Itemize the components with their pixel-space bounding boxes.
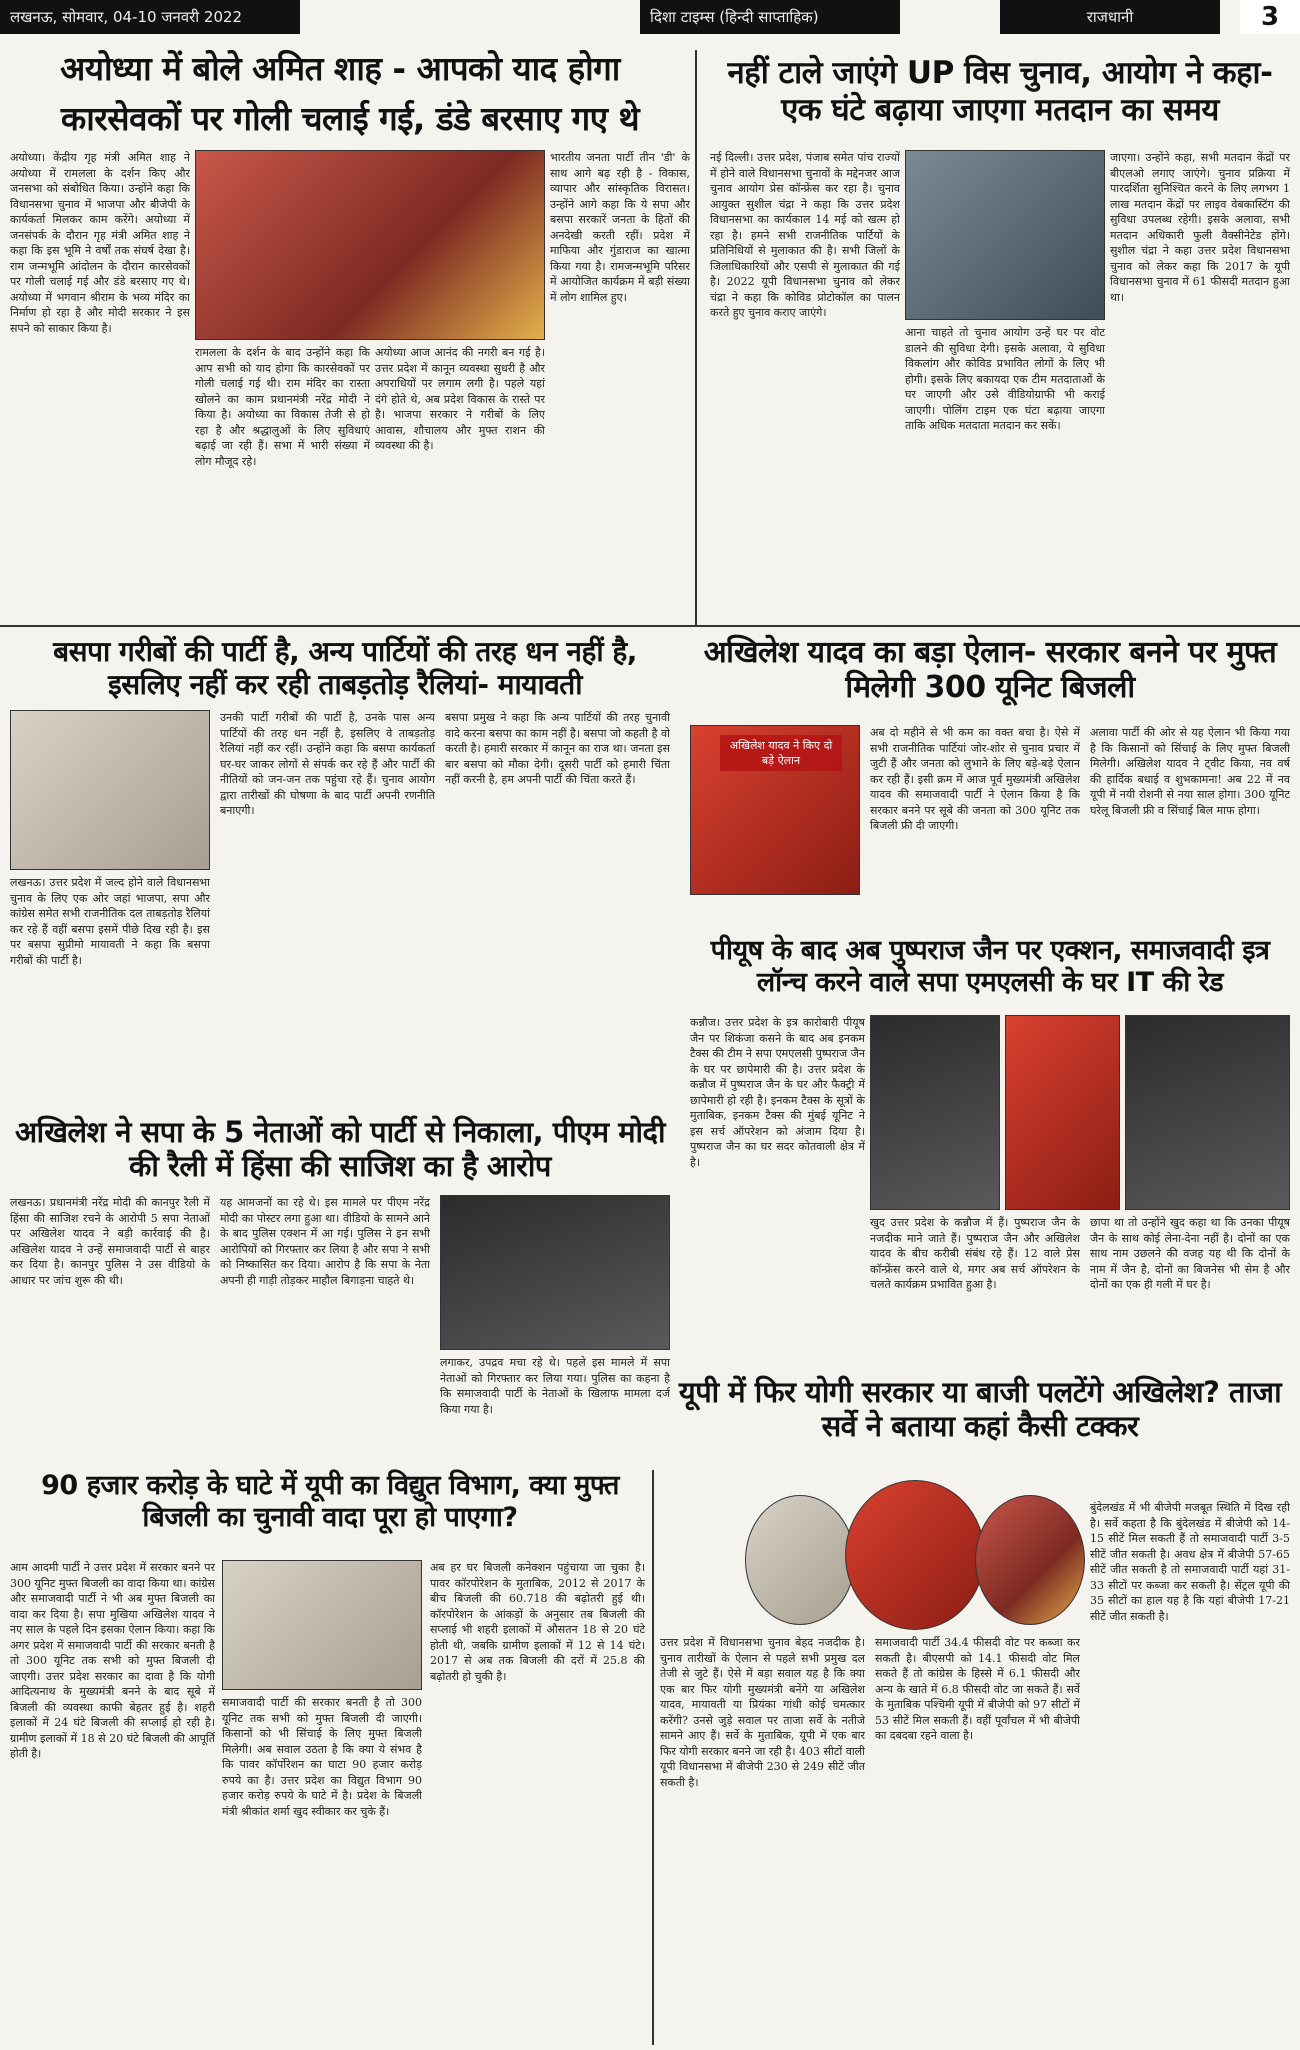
column-divider <box>652 1470 654 2045</box>
article-survey-col3: बुंदेलखंड में भी बीजेपी मजबूत स्थिति में दिख रही है। सर्वे कहता है कि बुंदेलखंड में बीजेपी को 14-15 सीटें मिल सकती हैं तो समाजवादी पार्टी 3-5 सीटें जीत सकती है। अवध क्षेत्र में बीजेपी 57-65 सीटें जीत सकती है तो समाजवादी पार्टी यहां 31-33 सीटों पर कब्जा कर सकती है। सेंट्रल यूपी की 35 सीटों का हाल यह है कि यहां बीजेपी 17-21 सीटें जीत सकती है। <box>1090 1501 1290 1623</box>
article-expelled-col1: लखनऊ। प्रधानमंत्री नरेंद्र मोदी की कानपुर रैली में हिंसा की साजिश रचने के आरोपी 5 सपा नेताओं पर अखिलेश यादव ने बड़ी कार्रवाई की है। अखिलेश यादव ने उन्हें समाजवादी पार्टी से बाहर कर दिया है। कानपुर पुलिस ने उस वीडियो के आधार पर जांच शुरू की थी। <box>10 1196 210 1287</box>
headline-expelled: अखिलेश ने सपा के 5 नेताओं को पार्टी से निकाला, पीएम मोदी की रैली में हिंसा की साजिश का है आरोप <box>15 1115 665 1184</box>
article-shah-col1: अयोध्या। केंद्रीय गृह मंत्री अमित शाह ने अयोध्या में रामलला के दर्शन किए और जनसभा को संबोधित किया। उन्होंने कहा कि विधानसभा चुनाव में भाजपा और बीजेपी के कार्यकर्ता मिलकर काम करेंगे। अयोध्या में जनसंपर्क के दौरान गृह मंत्री अमित शाह ने कहा कि इस भूमि ने वर्षों तक संघर्ष देखा है। राम जन्मभूमि आंदोलन के दौरान कारसेवकों पर गोली चलाई गई और डंडे बरसाए गए थे। अयोध्या में भगवान श्रीराम के भव्य मंदिर का निर्माण हो रहा है और मोदी सरकार ने इस सपने को साकार किया है। <box>10 151 190 335</box>
article-survey-col1: उत्तर प्रदेश में विधानसभा चुनाव बेहद नजदीक है। चुनाव तारीखों के ऐलान से पहले सभी प्रमुख दल तेजी से जुटे हैं। ऐसे में बड़ा सवाल यह है कि क्या एक बार फिर योगी मुख्यमंत्री बनेंगे या अखिलेश यादव, मायावती या प्रियंका गांधी कोई चमत्कार करेंगी? उनसे जुड़े सवाल पर ताजा सर्वे के नतीजे सामने आए हैं। सर्वे के मुताबिक, यूपी में एक बार फिर योगी सरकार बनने जा रही है। 403 सीटों वाली यूपी विधानसभा में बीजेपी 230 से 249 सीटें जीत सकती है। <box>660 1636 865 1789</box>
article-mayawati-col3: बसपा प्रमुख ने कहा कि अन्य पार्टियों की तरह चुनावी वादे करना बसपा का काम नहीं है। बसपा जो कहती है वो करती है। हमारी सरकार में कानून का राज था। जनता इस बार बसपा को मौका देगी। दूसरी पार्टी को हमारी चिंता नहीं करनी है, हम अपनी पार्टी की चिंता करते हैं। <box>445 711 670 786</box>
masthead-paper-name <box>640 0 900 34</box>
article-expelled-col2: यह आमजनों का रहे थे। इस मामले पर पीएम नरेंद्र मोदी का पोस्टर लगा हुआ था। वीडियो के सामने आने के बाद पुलिस एक्शन में आ गई। पुलिस ने इन सभी आरोपियों को गिरफ्तार कर लिया है और सपा ने सभी को निष्कासित कर दिया। आरोप है कि सपा के नेता अपनी ही गाड़ी तोड़कर माहौल बिगाड़ना चाहते थे। <box>220 1196 430 1287</box>
photo-mayawati <box>10 710 210 870</box>
article-election-col3: जाएगा। उन्होंने कहा, सभी मतदान केंद्रों पर बीएलओ लगाए जाएंगे। चुनाव प्रक्रिया में पारदर्शिता सुनिश्चित करने के लिए लगभग 1 लाख मतदान केंद्रों पर लाइव वेबकास्टिंग की सुविधा उपलब्ध रहेगी। इसके अलावा, सभी मतदान अधिकारी फुली वैक्सीनेटेड होंगे। सुशील चंद्रा ने कहा उत्तर प्रदेश विधानसभा चुनाव को लेकर कहा कि 2017 के यूपी विधानसभा चुनाव में 61 फीसदी मतदान हुआ था। <box>1110 151 1290 304</box>
article-akhilesh-power-col2: अलावा पार्टी की ओर से यह ऐलान भी किया गया है कि किसानों को सिंचाई के लिए मुफ्त बिजली मिलेगी। अखिलेश यादव ने ट्वीट किया, नव वर्ष की हार्दिक बधाई व शुभकामना! अब 22 में नव यूपी में नयी रोशनी से नया साल होगा। 300 यूनिट घरेलू बिजली फ्री व सिंचाई बिल माफ होगा। <box>1090 726 1290 817</box>
photo-yogi-circle <box>975 1495 1085 1625</box>
headline-electricity: 90 हजार करोड़ के घाटे में यूपी का विद्युत विभाग, क्या मुफ्त बिजली का चुनावी वादा पूरा हो पाएगा? <box>41 1470 619 1533</box>
article-raid-col1: कन्नौज। उत्तर प्रदेश के इत्र कारोबारी पीयूष जैन पर शिकंजा कसने के बाद अब इनकम टैक्स की टीम ने सपा एमएलसी पुष्पराज जैन के घर पर छापेमारी की है। उत्तर प्रदेश के कन्नौज में पुष्पराज जैन के घर और फैक्ट्री में छापेमारी हो रही है। इनकम टैक्स के सूत्रों के मुताबिक, इनकम टैक्स की मुंबई यूनिट ने इस सर्च ऑपरेशन को अंजाम दिया है। पुष्पराज जैन का घर सदर कोतवाली क्षेत्र में है। <box>690 1016 865 1169</box>
article-mayawati-col1: लखनऊ। उत्तर प्रदेश में जल्द होने वाले विधानसभा चुनाव के लिए एक ओर जहां भाजपा, सपा और कांग्रेस समेत सभी राजनीतिक दल ताबड़तोड़ रैलियां कर रहे हैं वहीं बसपा इसमें पीछे दिख रही है। इस पर बसपा सुप्रीमो मायावती ने कहा कि बसपा गरीबों की पार्टी है। <box>10 876 210 967</box>
article-electricity-col1: आम आदमी पार्टी ने उत्तर प्रदेश में सरकार बनने पर 300 यूनिट मुफ्त बिजली का वादा किया था। कांग्रेस और समाजवादी पार्टी ने भी अब मुफ्त बिजली का वादा कर दिया है। सपा मुखिया अखिलेश यादव ने नए साल के पहले दिन इसका ऐलान किया। कहा कि अगर प्रदेश में समाजवादी पार्टी की सरकार बनती है तो 300 यूनिट तक सभी को मुफ्त बिजली दी जाएगी। उत्तर प्रदेश सरकार का दावा है कि योगी आदित्यनाथ के मुख्यमंत्री बनने के बाद सूबे में बिजली की व्यवस्था काफी बेहतर हुई है। शहरी इलाकों में 24 घंटे बिजली की सप्लाई हो रही है। ग्रामीण इलाकों में 18 से 20 घंटे बिजली की आपूर्ति होती है। <box>10 1561 215 1760</box>
photo-mayawati-circle <box>745 1495 855 1625</box>
photo-akhilesh-circle <box>845 1480 985 1630</box>
article-shah-col4: भारतीय जनता पार्टी तीन 'डी' के साथ आगे बढ़ रही है - विकास, व्यापार और सांस्कृतिक विरासत। उन्होंने आगे कहा कि ये सपा और बसपा सरकारें जनता के हितों की अनदेखी करती रहीं। प्रदेश में माफिया और गुंडाराज का खात्मा किया गया है। रामजन्मभूमि परिसर में आयोजित कार्यक्रम में बड़ी संख्या में लोग शामिल हुए। <box>550 151 690 304</box>
photo-raid-person2 <box>1125 1015 1290 1210</box>
section-name-text: राजधानी <box>1086 8 1134 26</box>
article-electricity-col2: समाजवादी पार्टी की सरकार बनती है तो 300 यूनिट तक सभी को मुफ्त बिजली दी जाएगी। किसानों को भी सिंचाई के लिए मुफ्त बिजली मिलेगी। अब सवाल उठता है कि क्या ये संभव है कि पावर कॉर्पोरेशन का घाटा 90 हजार करोड़ रुपये का है। उत्तर प्रदेश का विद्युत विभाग 90 हजार करोड़ रुपये के घाटे में है। प्रदेश के बिजली मंत्री श्रीकांत शर्मा खुद स्वीकार कर चुके हैं। <box>222 1696 422 1818</box>
photo-raid-perfume <box>1005 1015 1120 1210</box>
paper-name-text: दिशा टाइम्स (हिन्दी साप्ताहिक) <box>650 8 819 26</box>
headline-mayawati: बसपा गरीबों की पार्टी है, अन्य पार्टियों की तरह धन नहीं है, इसलिए नहीं कर रही ताबड़तोड़ रैलियां- मायावती <box>53 635 637 702</box>
article-raid-col2: खुद उत्तर प्रदेश के कन्नौज में हैं। पुष्पराज जैन के नजदीक माने जाते हैं। पुष्पराज जैन और अखिलेश यादव के बीच करीबी संबंध रहे हैं। 12 वाले प्रेस कॉन्फ्रेंस करने वाले थे, मगर अब सर्च ऑपरेशन के चलते कार्यक्रम प्रभावित हुआ है। <box>870 1216 1080 1291</box>
photo-raid-person1 <box>870 1015 1000 1210</box>
headline-shah-line2: कारसेवकों पर गोली चलाई गई, डंडे बरसाए गए थे <box>60 99 640 138</box>
masthead-dateline <box>0 0 300 34</box>
dateline-text: लखनऊ, सोमवार, 04-10 जनवरी 2022 <box>10 8 243 26</box>
page-number: 3 <box>1240 0 1300 34</box>
article-shah-col2: रामलला के दर्शन के बाद उन्होंने कहा कि आप सभी को याद होगा कि कारसेवकों पर गोली चलाई गई थी। राम मंदिर का रास्ता खोलने का काम प्रधानमंत्री नरेंद्र मोदी ने किया है। अयोध्या का विकास तेजी से हो रहा है और श्रद्धालुओं के लिए सुविधाएं बढ़ाई जा रही हैं। सभा में भारी संख्या में लोग मौजूद रहे। <box>195 346 370 468</box>
masthead-section <box>1000 0 1220 34</box>
section-divider <box>0 625 1300 627</box>
article-shah-col3: अयोध्या आज आनंद की नगरी बन गई है। उत्तर प्रदेश में कानून व्यवस्था सुधरी है और अपराधियों पर लगाम लगी है। पहले यहां दंगे होते थे, अब प्रदेश विकास के रास्ते पर है। भाजपा सरकार ने गरीबों के लिए आवास, शौचालय और मुफ्त राशन की व्यवस्था की है। <box>375 346 545 452</box>
article-expelled-col3: लगाकर, उपद्रव मचा रहे थे। पहले इस मामले में सपा नेताओं को गिरफ्तार कर लिया गया। पुलिस का कहना है कि समाजवादी पार्टी के नेताओं के खिलाफ मामला दर्ज किया गया है। <box>440 1356 670 1416</box>
article-election-col1: नई दिल्ली। उत्तर प्रदेश, पंजाब समेत पांच राज्यों में होने वाले विधानसभा चुनावों के मद्देनजर आज चुनाव आयोग प्रेस कॉन्फ्रेंस कर रहा है। चुनाव आयुक्त सुशील चंद्रा ने कहा कि उत्तर प्रदेश विधानसभा का कार्यकाल 14 मई को खत्म हो रहा है। हमने सभी राजनीतिक पार्टियों के प्रतिनिधियों से मुलाकात की है। सभी जिलों के जिलाधिकारियों और एसपी से मुलाकात की गई है। 2022 यूपी विधानसभा चुनाव को लेकर चंद्रा ने कहा कि कोविड प्रोटोकॉल का पालन करते हुए चुनाव कराए जाएंगे। <box>710 151 900 319</box>
photo-leaders-collage <box>222 1560 422 1690</box>
photo-election-commissioner <box>905 150 1105 320</box>
photo-akhilesh-press <box>440 1195 670 1350</box>
article-electricity-col3: अब हर घर बिजली कनेक्शन पहुंचाया जा चुका है। पावर कॉरपोरेशन के मुताबिक, 2012 से 2017 के बीच बिजली की 60.718 की बढ़ोतरी हुई थी। कॉरपोरेशन के आंकड़ों के अनुसार तब बिजली की सप्लाई भी शहरी इलाकों में औसतन 18 से 20 घंटे होती थी, जबकि ग्रामीण इलाकों में 12 से 14 घंटे। 2017 से अब तक बिजली की दरों में 25.8 की बढ़ोतरी हो चुकी है। <box>430 1561 645 1683</box>
article-akhilesh-power-col1: अब दो महीने से भी कम का वक्त बचा है। ऐसे में सभी राजनीतिक पार्टियां जोर-शोर से चुनाव प्रचार में जुटी हैं और जनता को लुभाने के लिए बड़े-बड़े ऐलान कर रही हैं। इसी क्रम में आज पूर्व मुख्यमंत्री अखिलेश यादव की समाजवादी पार्टी ने ऐलान किया है कि सरकार बनने पर सूबे की जनता को 300 यूनिट तक बिजली फ्री दी जाएगी। <box>870 726 1080 832</box>
article-mayawati-col2: उनकी पार्टी गरीबों की पार्टी है, उनके पास अन्य पार्टियों की तरह धन नहीं है, इसलिए वे ताबड़तोड़ रैलियां नहीं कर रहीं। उन्होंने कहा कि बसपा कार्यकर्ता घर-घर जाकर लोगों से संपर्क कर रहे हैं और पार्टी की नीतियों को जन-जन तक पहुंचा रहे हैं। चुनाव आयोग द्वारा तारीखों की घोषणा के बाद पार्टी अपनी रणनीति बनाएगी। <box>220 711 435 817</box>
headline-shah-line1: अयोध्या में बोले अमित शाह - आपको याद होगा <box>60 49 620 88</box>
photo-shah-temple <box>195 150 545 340</box>
photo-caption-akhilesh: अखिलेश यादव ने किए दो बड़े ऐलान <box>720 735 842 771</box>
article-raid-col3: छापा था तो उन्होंने खुद कहा था कि उनका पीयूष जैन के साथ कोई लेना-देना नहीं है। दोनों का एक साथ नाम उछलने की वजह यह थी कि दोनों के नाम में जैन है, दोनों का बिजनेस भी सेम है और दोनों का एक ही गली में घर है। <box>1090 1216 1290 1291</box>
headline-survey: यूपी में फिर योगी सरकार या बाजी पलटेंगे अखिलेश? ताजा सर्वे ने बताया कहां कैसी टक्कर <box>678 1375 1282 1444</box>
headline-election: नहीं टाले जाएंगे UP विस चुनाव, आयोग ने कहा- एक घंटे बढ़ाया जाएगा मतदान का समय <box>727 55 1273 128</box>
article-election-col2: आना चाहते तो चुनाव आयोग उन्हें घर पर वोट डालने की सुविधा देगी। इसके अलावा, ये सुविधा विकलांग और कोविड प्रभावित लोगों के लिए भी होगी। इसके लिए बकायदा एक टीम मतदाताओं के घर जाएगी और उसे वीडियोग्राफी भी कराई जाएगी। पोलिंग टाइम एक घंटा बढ़ाया जाएगा ताकि अधिक मतदाता मतदान कर सकें। <box>905 326 1105 432</box>
headline-raid: पीयूष के बाद अब पुष्पराज जैन पर एक्शन, समाजवादी इत्र लॉन्च करने वाले सपा एमएलसी के घर IT की रेड <box>710 935 1270 998</box>
article-survey-col2: समाजवादी पार्टी 34.4 फीसदी वोट पर कब्जा कर सकती है। बीएसपी को 14.1 फीसदी वोट मिल सकते हैं तो कांग्रेस के हिस्से में 6.1 फीसदी और अन्य के खाते में 6.8 फीसदी वोट जा सकते हैं। सर्वे के मुताबिक पश्चिमी यूपी में बीजेपी को 97 सीटों में 53 सीटें मिल सकती हैं। वहीं पूर्वांचल में भी बीजेपी का दबदबा रहने वाला है। <box>875 1636 1080 1742</box>
headline-akhilesh-power: अखिलेश यादव का बड़ा ऐलान- सरकार बनने पर मुफ्त मिलेगी 300 यूनिट बिजली <box>703 635 1277 706</box>
column-divider <box>695 50 697 625</box>
